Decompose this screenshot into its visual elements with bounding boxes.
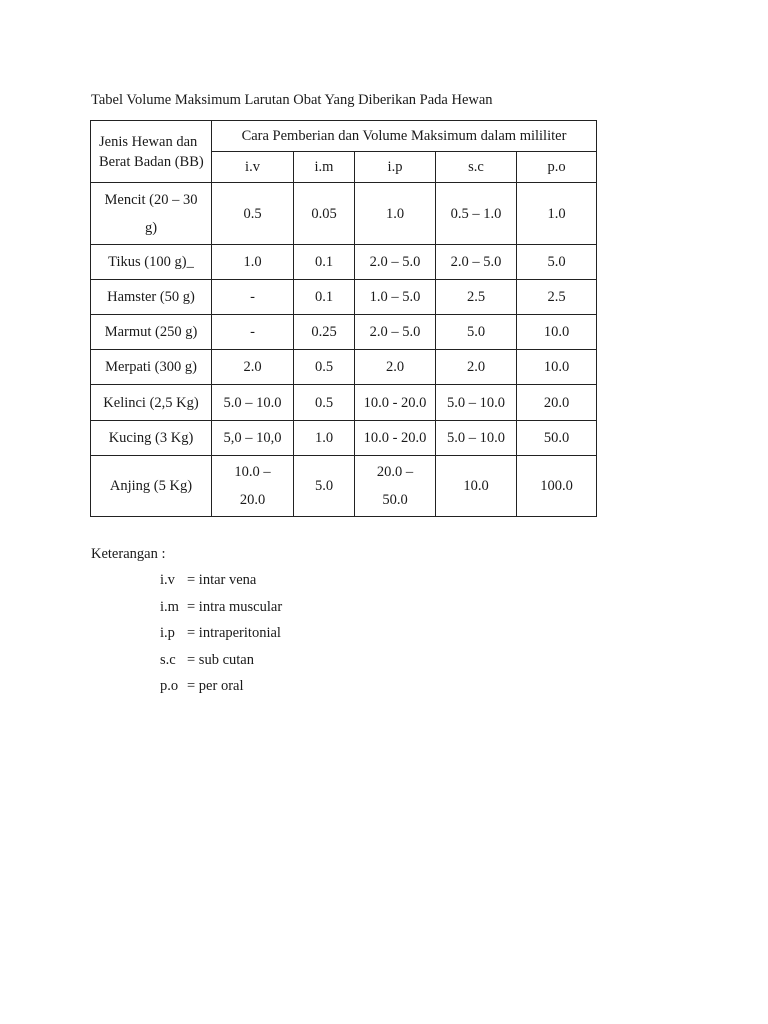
table-caption: Tabel Volume Maksimum Larutan Obat Yang Diberikan Pada Hewan	[91, 92, 493, 108]
value-cell: 5.0 – 10.0	[436, 385, 517, 421]
animal-cell: Kelinci (2,5 Kg)	[91, 385, 212, 421]
value-cell: 50.0	[517, 421, 597, 456]
animal-cell: Anjing (5 Kg)	[91, 456, 212, 517]
legend-abbr: i.p	[160, 625, 175, 642]
value-cell: 2.5	[517, 280, 597, 315]
value-cell: 1.0	[355, 183, 436, 245]
animal-cell: Merpati (300 g)	[91, 350, 212, 385]
value-label: 20.0 – 50.0	[376, 464, 414, 508]
legend-list	[160, 570, 282, 703]
animal-cell	[91, 183, 212, 245]
group-header: Cara Pemberian dan Volume Maksimum dalam mililiter	[212, 121, 597, 152]
value-cell: 100.0	[517, 456, 597, 517]
value-cell: 10.0 - 20.0	[355, 385, 436, 421]
route-header: p.o	[517, 152, 597, 183]
value-cell: 0.5	[212, 183, 294, 245]
value-cell: 0.5	[294, 350, 355, 385]
legend-title: Keterangan :	[91, 546, 166, 562]
table-row	[91, 315, 597, 350]
value-cell: 1.0	[294, 421, 355, 456]
value-cell: 20.0	[517, 385, 597, 421]
value-cell: -	[212, 315, 294, 350]
value-label: 10.0 – 20.0	[234, 464, 271, 508]
value-cell: 5.0	[436, 315, 517, 350]
dose-table	[90, 120, 597, 517]
legend-meaning: = intar vena	[187, 572, 257, 588]
legend-meaning: = intraperitonial	[187, 625, 281, 642]
value-cell: 1.0 – 5.0	[355, 280, 436, 315]
value-cell: 2.0 – 5.0	[355, 245, 436, 280]
value-cell: 10.0 - 20.0	[355, 421, 436, 456]
value-cell: 2.0 – 5.0	[355, 315, 436, 350]
value-cell: 5.0	[517, 245, 597, 280]
table-row	[91, 456, 597, 517]
value-cell: 1.0	[212, 245, 294, 280]
value-cell: -	[212, 280, 294, 315]
value-cell: 0.5	[294, 385, 355, 421]
table-row	[91, 183, 597, 245]
value-cell: 10.0	[436, 456, 517, 517]
legend-abbr: p.o	[160, 678, 179, 695]
value-cell: 5.0 – 10.0	[212, 385, 294, 421]
animal-cell: Kucing (3 Kg)	[91, 421, 212, 456]
table-row	[91, 280, 597, 315]
value-cell: 10.0	[517, 315, 597, 350]
legend-item	[160, 650, 282, 677]
value-cell: 0.1	[294, 245, 355, 280]
legend-meaning: = sub cutan	[187, 651, 254, 668]
value-cell: 0.1	[294, 280, 355, 315]
value-cell: 0.25	[294, 315, 355, 350]
value-cell	[212, 456, 294, 517]
legend-meaning: = intra muscular	[187, 598, 283, 615]
legend-item	[160, 570, 282, 597]
value-cell: 5.0 – 10.0	[436, 421, 517, 456]
table-row	[91, 350, 597, 385]
value-cell: 1.0	[517, 183, 597, 245]
value-cell: 2.0	[355, 350, 436, 385]
corner-header: Jenis Hewan dan Berat Badan (BB)	[91, 121, 212, 183]
header-row-group	[91, 121, 597, 152]
route-header: i.m	[294, 152, 355, 183]
route-header: i.v	[212, 152, 294, 183]
legend-item	[160, 623, 282, 650]
value-cell: 5,0 – 10,0	[212, 421, 294, 456]
value-cell: 0.05	[294, 183, 355, 245]
table-row	[91, 421, 597, 456]
animal-cell: Marmut (250 g)	[91, 315, 212, 350]
animal-label: Mencit (20 – 30 g)	[104, 191, 198, 236]
value-cell: 2.0 – 5.0	[436, 245, 517, 280]
animal-cell: Tikus (100 g)_	[91, 245, 212, 280]
legend-abbr: s.c	[160, 651, 176, 668]
value-cell: 2.0	[436, 350, 517, 385]
table-row	[91, 385, 597, 421]
legend-item	[160, 597, 282, 624]
legend-abbr: i.m	[160, 598, 179, 615]
value-cell: 10.0	[517, 350, 597, 385]
route-header: i.p	[355, 152, 436, 183]
route-header: s.c	[436, 152, 517, 183]
table-row	[91, 245, 597, 280]
value-cell: 0.5 – 1.0	[436, 183, 517, 245]
animal-cell: Hamster (50 g)	[91, 280, 212, 315]
value-cell: 2.0	[212, 350, 294, 385]
value-cell: 5.0	[294, 456, 355, 517]
value-cell: 2.5	[436, 280, 517, 315]
legend-meaning: = per oral	[187, 678, 244, 695]
legend-item	[160, 676, 282, 703]
value-cell	[355, 456, 436, 517]
legend-abbr: i.v	[160, 572, 175, 588]
